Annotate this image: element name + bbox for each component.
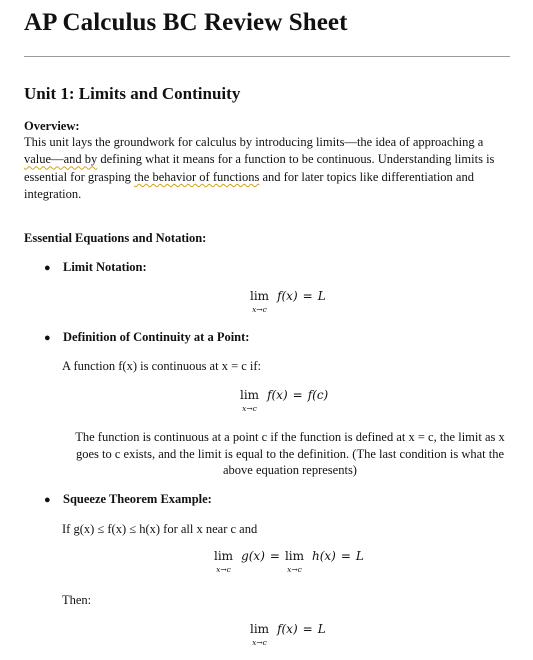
- explanation-line-1: The function is continuous at a point c if the function is defined at x = c, the limit as x: [75, 430, 505, 444]
- lim-subscript: x→c: [287, 565, 302, 574]
- overview-line-1: This unit lays the groundwork for calculus by introducing limits—the idea of approaching a: [24, 135, 484, 149]
- continuity-explanation: [72, 429, 508, 479]
- eq-rhs: L: [317, 622, 326, 636]
- grammar-underline[interactable]: the behavior of functions: [134, 169, 260, 184]
- lim-word: lim: [214, 549, 234, 563]
- eq-lhs: f(x): [277, 289, 298, 303]
- bullet-label: Limit Notation:: [63, 260, 147, 274]
- eq-lhs: f(x): [267, 388, 288, 402]
- title-divider: [24, 56, 510, 57]
- eq-lower-bound: g(x): [241, 549, 265, 563]
- limit-operator: [214, 549, 233, 574]
- overview-line-3-start: essential for grasping: [24, 169, 135, 184]
- equation-limit-notation: [250, 289, 326, 314]
- eq-rhs: L: [317, 289, 326, 303]
- squeeze-intro: If g(x) ≤ f(x) ≤ h(x) for all x near c and: [62, 522, 258, 536]
- overview-paragraph: [24, 134, 510, 204]
- bullet-icon: ●: [44, 494, 51, 506]
- spellcheck-underline[interactable]: value—and by: [24, 152, 98, 167]
- overview-line-2: [24, 151, 510, 168]
- eq-rhs: f(c): [307, 388, 329, 402]
- equation-squeeze-bounds: [214, 549, 364, 574]
- limit-operator: [250, 289, 269, 314]
- lim-word: lim: [284, 549, 304, 563]
- limit-operator: [240, 388, 259, 413]
- continuity-intro: A function f(x) is continuous at x = c if:: [62, 359, 262, 373]
- page-title: AP Calculus BC Review Sheet: [24, 9, 348, 36]
- equation-squeeze-result: [250, 622, 326, 647]
- eq-equals: =: [302, 622, 313, 636]
- bullet-icon: ●: [44, 332, 51, 344]
- lim-word: lim: [240, 388, 260, 402]
- lim-word: lim: [250, 622, 270, 636]
- lim-subscript: x→c: [242, 404, 257, 413]
- equation-continuity: [240, 388, 328, 413]
- bullet-label: Definition of Continuity at a Point:: [63, 330, 250, 344]
- bullet-icon: ●: [44, 262, 51, 274]
- bullet-limit-notation: [44, 259, 147, 276]
- bullet-label: Squeeze Theorem Example:: [63, 492, 212, 506]
- unit-heading: Unit 1: Limits and Continuity: [24, 84, 241, 103]
- lim-subscript: x→c: [216, 565, 231, 574]
- overview-line-4: integration.: [24, 187, 82, 202]
- limit-operator: [250, 622, 269, 647]
- essential-equations-heading: Essential Equations and Notation:: [24, 231, 207, 245]
- eq-upper-bound: h(x): [312, 549, 336, 563]
- lim-word: lim: [250, 289, 270, 303]
- bullet-continuity-definition: [44, 329, 249, 346]
- eq-equals: =: [302, 289, 313, 303]
- lim-subscript: x→c: [252, 638, 267, 647]
- lim-subscript: x→c: [252, 305, 267, 314]
- overview-line-3: [24, 169, 510, 186]
- eq-lhs: f(x): [277, 622, 298, 636]
- overview-line-3-rest: and for later topics like differentiation and: [259, 169, 474, 184]
- explanation-line-3: above equation represents): [223, 463, 357, 478]
- eq-equals: =: [292, 388, 303, 402]
- eq-equals: =: [340, 549, 351, 563]
- eq-equals: =: [269, 549, 280, 563]
- bullet-squeeze-theorem: [44, 491, 212, 508]
- eq-rhs: L: [355, 549, 364, 563]
- limit-operator: [285, 549, 304, 574]
- overview-line-2-rest: defining what it means for a function to be continuous. Understanding limits is: [97, 152, 495, 167]
- explanation-line-2: goes to c exists, and the limit is equal to the definition. (The last condition is what the: [75, 446, 505, 461]
- squeeze-then: Then:: [62, 593, 92, 607]
- overview-label: Overview:: [24, 119, 80, 133]
